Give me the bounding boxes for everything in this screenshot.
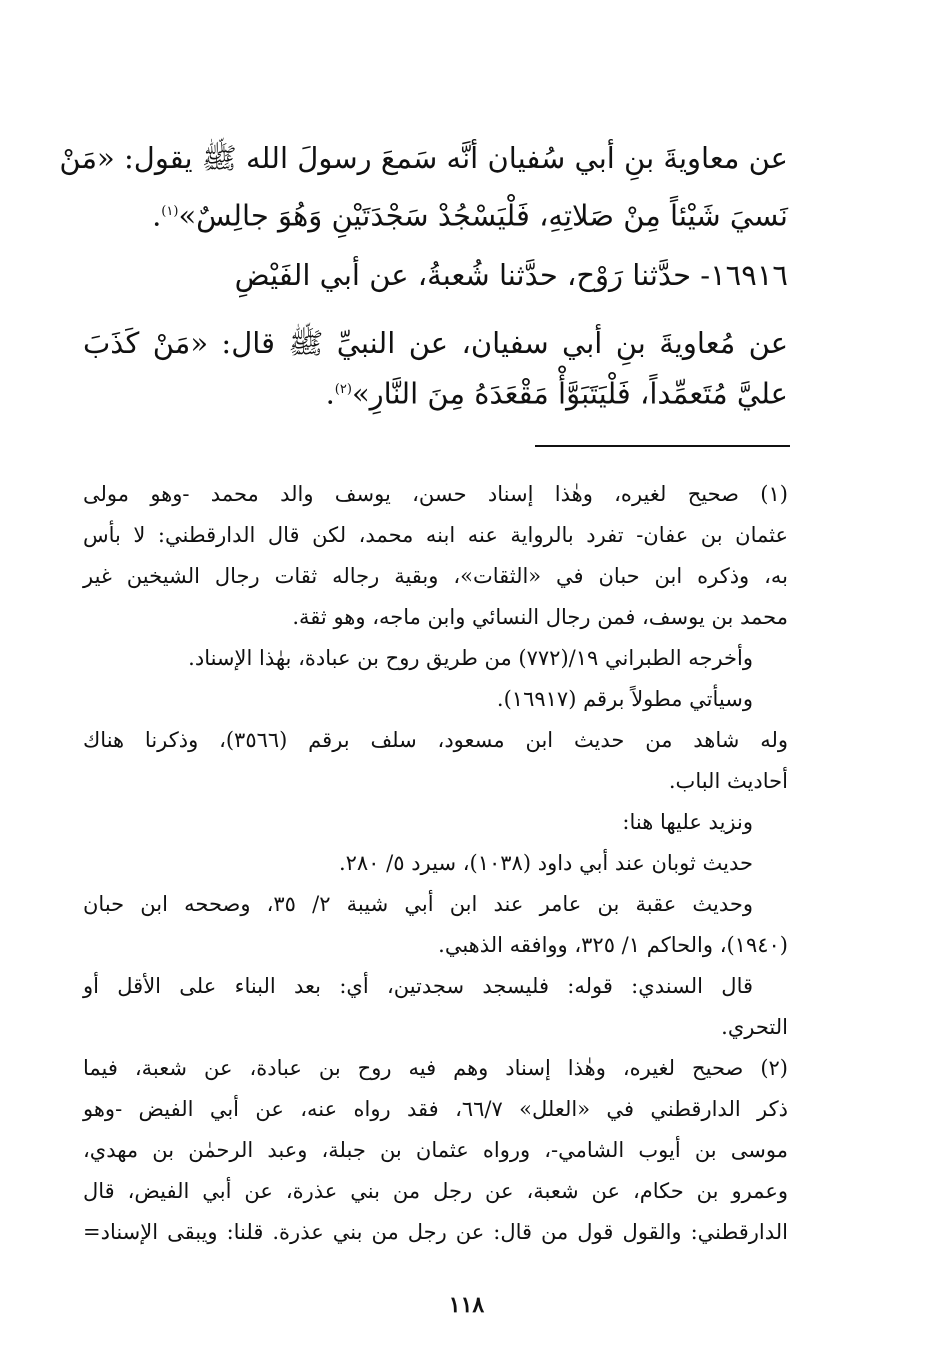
footnote-line: موسى بن أيوب الشامي-، ورواه عثمان بن جبلة، وعبد الرحمٰن بن مهدي، bbox=[83, 1138, 788, 1162]
footnote-line: ونزيد عليها هنا: bbox=[622, 810, 753, 834]
sentence-end: . bbox=[325, 376, 335, 411]
hadith-number-line: ١٦٩١٦- حدَّثنا رَوْح، حدَّثنا شُعبةُ، عن أبي الفَيْضِ bbox=[234, 258, 788, 292]
footnote-ref: (١) bbox=[161, 204, 179, 219]
footnote-line: وله شاهد من حديث ابن مسعود، سلف برقم (٣٥٦٦)، وذكرنا هناك bbox=[83, 728, 788, 752]
footnote-line: التحري. bbox=[721, 1015, 788, 1039]
footnote-line: وسيأتي مطولاً برقم (١٦٩١٧). bbox=[496, 687, 753, 711]
main-text-span: نَسيَ شَيْئاً مِنْ صَلاتِهِ، فَلْيَسْجُدْ سَجْدَتَيْنِ وَهُوَ جالِسٌ» bbox=[178, 198, 788, 233]
main-text-span: عليَّ مُتَعمِّداً، فَلْيَتَبَوَّأْ مَقْعَدَهُ مِنَ النَّارِ» bbox=[351, 376, 788, 411]
footnote-line: وعمرو بن حكام، عن شعبة، عن رجل من بني عذرة، عن أبي الفيض، قال bbox=[83, 1179, 788, 1203]
footnote-line: وحديث عقبة بن عامر عند ابن أبي شيبة ٢/ ٣٥، وصححه ابن حبان bbox=[83, 892, 753, 916]
main-text-line: عن مُعاويةَ بنِ أبي سفيان، عن النبيِّ ﷺ قال: «مَنْ كَذَبَ bbox=[83, 326, 788, 360]
main-text-line bbox=[83, 370, 788, 414]
footnote-line: عثمان بن عفان- تفرد بالرواية عنه ابنه محمد، لكن قال الدارقطني: لا بأس bbox=[83, 523, 788, 547]
footnote-line: أحاديث الباب. bbox=[668, 769, 788, 793]
footnote-line: به، وذكره ابن حبان في «الثقات»، وبقية رجاله ثقات رجال الشيخين غير bbox=[83, 564, 788, 588]
footnote-ref: (٢) bbox=[334, 382, 352, 397]
footnote-line: الدارقطني: والقول قول من قال: عن رجل من بني عذرة. قلنا: ويبقى الإسناد= bbox=[83, 1220, 788, 1244]
footnote-separator bbox=[535, 445, 790, 447]
footnote-line: وأخرجه الطبراني ١٩/(٧٧٢) من طريق روح بن عبادة، بهٰذا الإسناد. bbox=[188, 646, 753, 670]
main-text-line bbox=[83, 192, 788, 236]
footnote-line: حديث ثوبان عند أبي داود (١٠٣٨)، سيرد ٥/ ٢٨٠. bbox=[338, 851, 753, 875]
footnote-line: (٢) صحيح لغيره، وهٰذا إسناد وهم فيه روح بن عبادة، عن شعبة، فيما bbox=[83, 1056, 788, 1080]
footnote-line: محمد بن يوسف، فمن رجال النسائي وابن ماجه، وهو ثقة. bbox=[292, 605, 788, 629]
footnote-line: (١٩٤٠)، والحاكم ١/ ٣٢٥، ووافقه الذهبي. bbox=[438, 933, 788, 957]
sentence-end: . bbox=[152, 198, 162, 233]
main-text-line: عن معاويةَ بنِ أبي سُفيان أنَّه سَمعَ رسولَ الله ﷺ يقول: «مَنْ bbox=[59, 141, 788, 175]
footnote-line: (١) صحيح لغيره، وهٰذا إسناد حسن، يوسف والد محمد -وهو مولى bbox=[83, 482, 788, 506]
page-number: ١١٨ bbox=[448, 1292, 485, 1318]
footnote-line: قال السندي: قوله: فليسجد سجدتين، أي: بعد البناء على الأقل أو bbox=[83, 974, 753, 998]
footnote-line: ذكر الدارقطني في «العلل» ٦٦/٧، فقد رواه عنه، عن أبي الفيض -وهو bbox=[83, 1097, 788, 1121]
